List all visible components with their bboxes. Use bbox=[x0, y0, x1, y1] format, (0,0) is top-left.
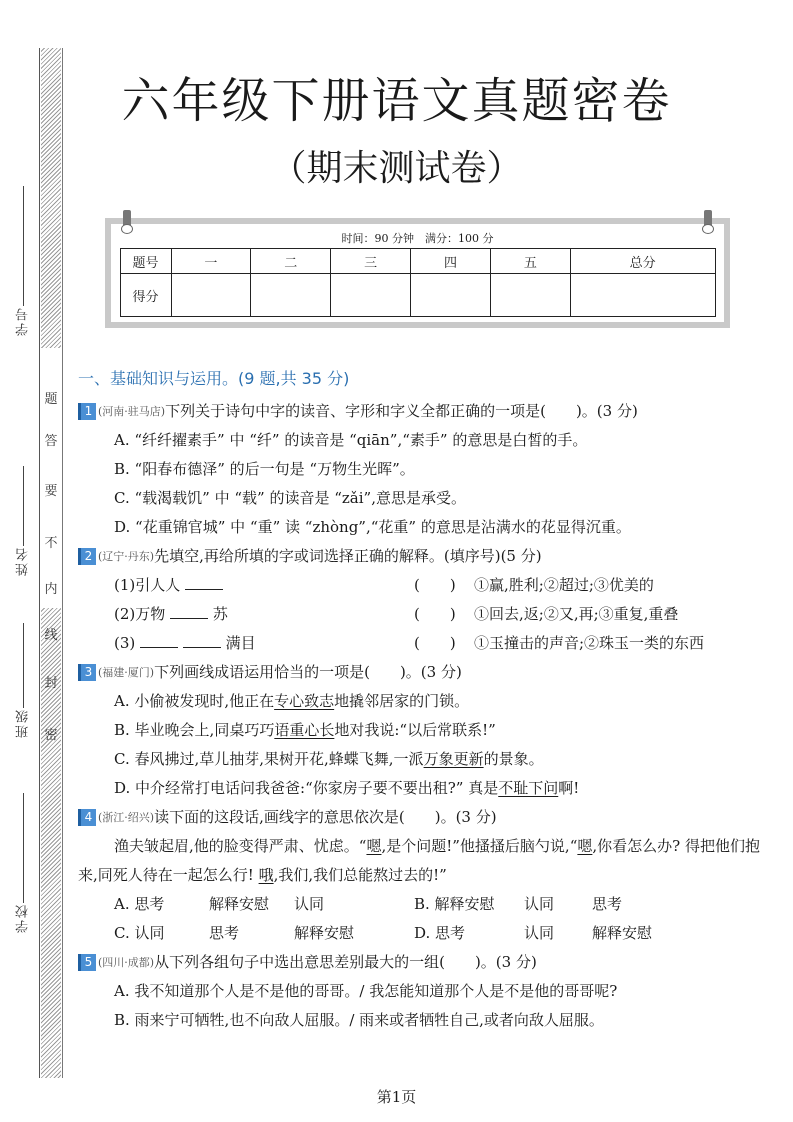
student-id-label: 学号 bbox=[16, 306, 31, 336]
row-label: 得分 bbox=[120, 274, 171, 317]
fill-suffix: 苏 bbox=[212, 605, 228, 623]
question-number-badge: 4 bbox=[78, 809, 96, 826]
underlined-idiom: 语重心长 bbox=[274, 721, 335, 739]
question-2 bbox=[78, 542, 768, 658]
seal-char: 封 bbox=[44, 676, 58, 691]
fill-blank[interactable] bbox=[140, 631, 178, 648]
question-stem: 先填空,再给所填的字或词选择正确的解释。(填序号)(5 分) bbox=[154, 547, 542, 565]
option bbox=[78, 745, 768, 774]
option: A. “纤纤擢素手” 中 “纤” 的读音是 “qiān”,“素手” 的意思是白皙的手。 bbox=[114, 431, 588, 449]
column-header: 总分 bbox=[570, 249, 715, 274]
reading-passage bbox=[78, 832, 768, 890]
option-text: B. 毕业晚会上,同桌巧巧 bbox=[114, 721, 275, 739]
question-region: (辽宁·丹东) bbox=[98, 550, 155, 563]
choice-list: ①玉撞击的声音;②珠玉一类的东西 bbox=[474, 634, 705, 652]
score-cell[interactable] bbox=[490, 274, 570, 317]
question-stem: 下列画线成语运用恰当的一项是( )。(3 分) bbox=[154, 663, 462, 681]
option-part: 认同 bbox=[524, 895, 555, 913]
score-cell[interactable] bbox=[331, 274, 411, 317]
name-field[interactable] bbox=[14, 466, 33, 576]
option: D. 思考 bbox=[414, 924, 466, 942]
column-header: 四 bbox=[411, 249, 491, 274]
page-subtitle: （期末测试卷） bbox=[270, 148, 523, 189]
underlined-word: 哦 bbox=[258, 866, 274, 884]
passage-text: ,你看怎么办? 得把他们抱来,同死人待在一起怎么行! bbox=[78, 837, 760, 884]
score-table bbox=[120, 248, 716, 317]
option: A. 思考 bbox=[114, 895, 165, 913]
question-3 bbox=[78, 658, 768, 803]
question-5 bbox=[78, 948, 768, 1035]
option: D. “花重锦官城” 中 “重” 读 “zhòng”,“花重” 的意思是沾满水的花显得沉重。 bbox=[114, 518, 631, 536]
fill-item bbox=[78, 571, 768, 600]
option: C. “载渴载饥” 中 “载” 的读音是 “zǎi”,意思是承受。 bbox=[114, 489, 466, 507]
option: B. 解释安慰 bbox=[414, 895, 495, 913]
seal-char: 要 bbox=[44, 484, 58, 499]
option-text: C. 春风拂过,草儿抽芽,果树开花,蜂蝶飞舞,一派 bbox=[114, 750, 424, 768]
name-label: 姓名 bbox=[16, 546, 31, 576]
question-4 bbox=[78, 803, 768, 948]
seal-char: 内 bbox=[44, 582, 58, 597]
question-number-badge: 1 bbox=[78, 403, 96, 420]
score-board bbox=[105, 218, 730, 328]
class-label: 班级 bbox=[16, 708, 31, 738]
clip-icon bbox=[123, 210, 131, 228]
school-label: 学校 bbox=[16, 903, 31, 933]
binding-margin bbox=[0, 48, 66, 1078]
option-row bbox=[78, 919, 768, 948]
answer-paren[interactable]: ( ) bbox=[414, 576, 456, 594]
fill-suffix: 满目 bbox=[225, 634, 256, 652]
option-text: 地撬邻居家的门锁。 bbox=[334, 692, 470, 710]
column-header: 二 bbox=[251, 249, 331, 274]
question-1 bbox=[78, 397, 768, 542]
fill-blank[interactable] bbox=[185, 573, 223, 590]
option-part: 解释安慰 bbox=[592, 924, 653, 942]
column-header: 五 bbox=[490, 249, 570, 274]
question-number-badge: 2 bbox=[78, 548, 96, 565]
passage-text: ,是个问题!”他搔搔后脑勺说,“ bbox=[381, 837, 578, 855]
fill-prefix: (2)万物 bbox=[114, 605, 166, 623]
answer-paren[interactable]: ( ) bbox=[414, 634, 456, 652]
row-label: 题号 bbox=[120, 249, 171, 274]
underlined-word: 嗯 bbox=[577, 837, 593, 855]
class-field[interactable] bbox=[14, 623, 33, 738]
option-row bbox=[78, 890, 768, 919]
option-text: 的景象。 bbox=[483, 750, 544, 768]
question-stem: 从下列各组句子中选出意思差别最大的一组( )。(3 分) bbox=[154, 953, 537, 971]
option: C. 认同 bbox=[114, 924, 165, 942]
option-part: 认同 bbox=[294, 895, 325, 913]
question-region: (浙江·绍兴) bbox=[98, 811, 155, 824]
option bbox=[78, 716, 768, 745]
option-text: 地对我说:“以后常联系!” bbox=[334, 721, 496, 739]
question-stem: 下列关于诗句中字的读音、字形和字义全都正确的一项是( )。(3 分) bbox=[165, 402, 638, 420]
underlined-idiom: 专心致志 bbox=[274, 692, 335, 710]
page-number: 第1页 bbox=[376, 1088, 417, 1106]
seal-char: 题 bbox=[44, 392, 58, 407]
question-stem: 读下面的这段话,画线字的意思依次是( )。(3 分) bbox=[154, 808, 497, 826]
option-text: A. 小偷被发现时,他正在 bbox=[114, 692, 275, 710]
underlined-idiom: 万象更新 bbox=[423, 750, 484, 768]
seal-char: 不 bbox=[44, 536, 58, 551]
option: B. 雨来宁可牺牲,也不向敌人屈服。/ 雨来或者牺牲自己,或者向敌人屈服。 bbox=[114, 1011, 604, 1029]
binding-line bbox=[62, 48, 63, 1078]
seal-char: 密 bbox=[44, 728, 58, 743]
option-text: D. 中介经常打电话问我爸爸:“你家房子要不要出租?” 真是 bbox=[114, 779, 499, 797]
underlined-word: 嗯 bbox=[366, 837, 382, 855]
fill-item bbox=[78, 600, 768, 629]
fill-blank[interactable] bbox=[170, 602, 208, 619]
option-part: 思考 bbox=[209, 924, 240, 942]
fill-prefix: (1)引人人 bbox=[114, 576, 181, 594]
option: A. 我不知道那个人是不是他的哥哥。/ 我怎能知道那个人是不是他的哥哥呢? bbox=[114, 982, 618, 1000]
answer-paren[interactable]: ( ) bbox=[414, 605, 456, 623]
underlined-idiom: 不耻下问 bbox=[498, 779, 559, 797]
option: B. “阳春布德泽” 的后一句是 “万物生光晖”。 bbox=[114, 460, 415, 478]
column-header: 一 bbox=[171, 249, 251, 274]
exam-meta: 时间：90 分钟 满分：100 分 bbox=[341, 232, 494, 245]
option-part: 解释安慰 bbox=[294, 924, 355, 942]
fill-prefix: (3) bbox=[114, 634, 136, 652]
option-part: 思考 bbox=[592, 895, 623, 913]
passage-text: 渔夫皱起眉,他的脸变得严肃、忧虑。“ bbox=[114, 837, 367, 855]
seal-char: 线 bbox=[44, 628, 58, 643]
student-id-field[interactable] bbox=[14, 186, 33, 336]
question-region: (河南·驻马店) bbox=[98, 405, 166, 418]
score-cell[interactable] bbox=[570, 274, 715, 317]
page-title: 六年级下册语文真题密卷 bbox=[121, 73, 672, 129]
fill-blank[interactable] bbox=[183, 631, 221, 648]
fill-item bbox=[78, 629, 768, 658]
score-cell[interactable] bbox=[171, 274, 251, 317]
option-part: 解释安慰 bbox=[209, 895, 270, 913]
option bbox=[78, 687, 768, 716]
question-number-badge: 3 bbox=[78, 664, 96, 681]
passage-text: ,我们,我们总能熬过去的!” bbox=[273, 866, 447, 884]
choice-list: ①赢,胜利;②超过;③优美的 bbox=[474, 576, 654, 594]
question-region: (四川·成都) bbox=[98, 956, 155, 969]
section-title: 一、基础知识与运用。(9 题,共 35 分) bbox=[78, 369, 350, 388]
school-field[interactable] bbox=[14, 793, 33, 933]
clip-icon bbox=[704, 210, 712, 228]
choice-list: ①回去,返;②又,再;③重复,重叠 bbox=[474, 605, 679, 623]
question-region: (福建·厦门) bbox=[98, 666, 155, 679]
option bbox=[78, 774, 768, 803]
exam-content bbox=[78, 364, 768, 1035]
binding-line bbox=[39, 48, 40, 1078]
seal-char: 答 bbox=[44, 434, 58, 449]
column-header: 三 bbox=[331, 249, 411, 274]
option-part: 认同 bbox=[524, 924, 555, 942]
question-number-badge: 5 bbox=[78, 954, 96, 971]
score-cell[interactable] bbox=[251, 274, 331, 317]
option-text: 啊! bbox=[558, 779, 580, 797]
score-cell[interactable] bbox=[411, 274, 491, 317]
